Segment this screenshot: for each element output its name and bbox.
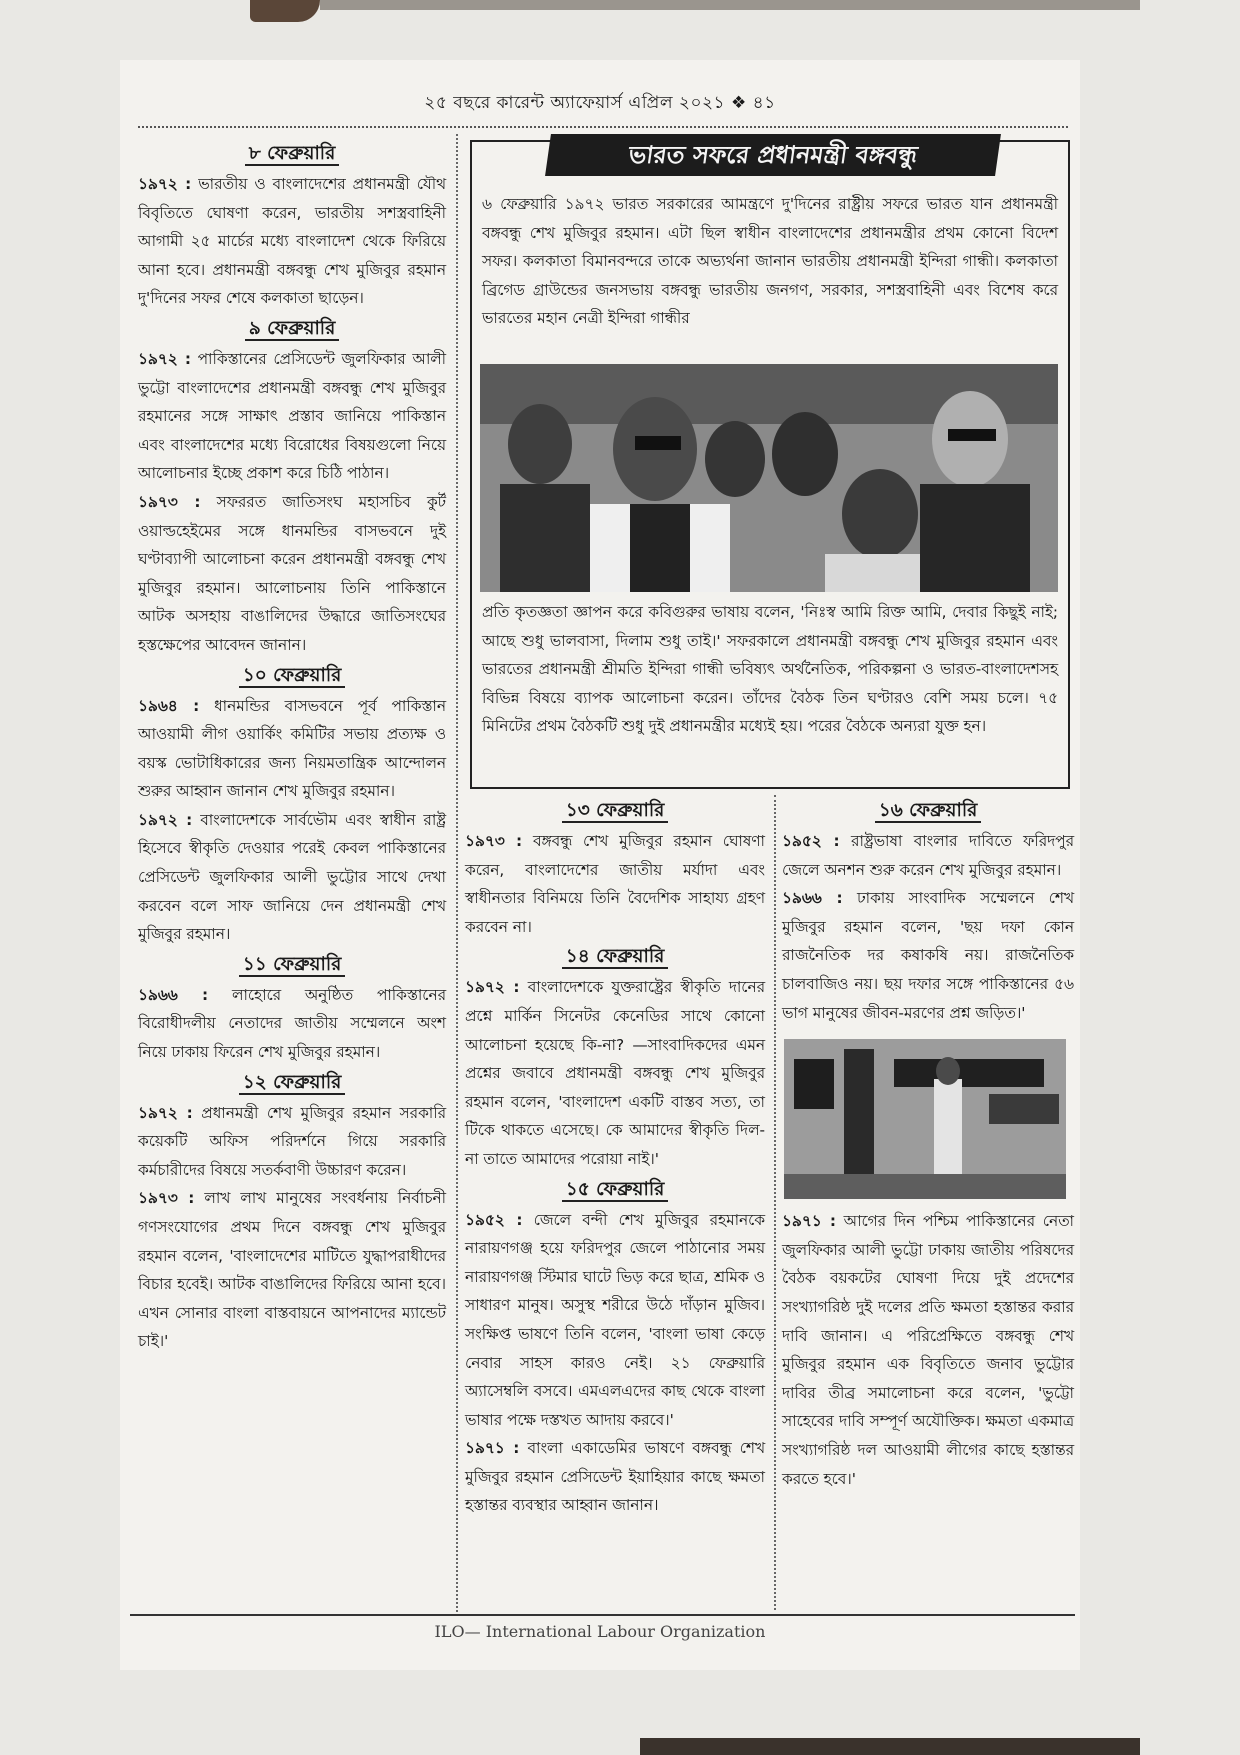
entry: ১৯৭৩ : লাখ লাখ মানুষের সংবর্ধনায় নির্বাচনী গণসংযোগের প্রথম দিনে বঙ্গবন্ধু শেখ মুজিবুর রহমান বলেন, 'বাংলাদেশের মাটিতে যুদ্ধাপরাধীদের বিচার হবেই। আটক বাঙালিদের ফিরিয়ে আনা হবে। এখন সোনার বাংলা বাস্তবায়নে আপনাদের ম্যান্ডেট চাই।' [138,1189,446,1351]
date-heading: ১১ ফেব্রুয়ারি [138,949,446,981]
right-column [782,795,1074,1493]
date-heading: ৮ ফেব্রুয়ারি [138,138,446,170]
rally-photo-illustration [784,1039,1066,1199]
left-column [138,138,446,1356]
running-header: ২৫ বছরে কারেন্ট অ্যাফেয়ার্স এপ্রিল ২০২১ ❖ ৪১ [424,93,776,113]
entry: ১৯৫২ : জেলে বন্দী শেখ মুজিবুর রহমানকে নারায়ণগঞ্জ হয়ে ফরিদপুর জেলে পাঠানোর সময় নারায়ণগঞ্জ স্টিমার ঘাটে ভিড় করে ছাত্র, শ্রমিক ও সাধারণ মানুষ। অসুস্থ শরীরে উঠে দাঁড়ান মুজিব। সংক্ষিপ্ত ভাষণে তিনি বলেন, 'বাংলা ভাষা কেড়ে নেবার সাহস কারও নেই। ২১ ফেব্রুয়ারি অ্যাসেম্বলি বসবে। এমএলএদের কাছ থেকে বাংলা ভাষার পক্ষে দস্তখত আদায় করবে।' [465,1210,765,1429]
date-heading: ১৩ ফেব্রুয়ারি [465,795,765,827]
newspaper-page [120,60,1080,1670]
entry: ১৯৬৬ : লাহোরে অনুষ্ঠিত পাকিস্তানের বিরোধীদলীয় নেতাদের জাতীয় সম্মেলনে অংশ নিয়ে ঢাকায় ফিরেন শেখ মুজিবুর রহমান। [138,985,446,1062]
date-heading: ১৪ ফেব্রুয়ারি [465,941,765,973]
entry: ১৯৫২ : রাষ্ট্রভাষা বাংলার দাবিতে ফরিদপুর জেলে অনশন শুরু করেন শেখ মুজিবুর রহমান। [782,832,1074,879]
entry: ১৯৭১ : বাংলা একাডেমির ভাষণে বঙ্গবন্ধু শেখ মুজিবুর রহমান প্রেসিডেন্ট ইয়াহিয়ার কাছে ক্ষমতা হস্তান্তর ব্যবস্থার আহ্বান জানান। [465,1439,765,1515]
feature-text-continued: প্রতি কৃতজ্ঞতা জ্ঞাপন করে কবিগুরুর ভাষায় বলেন, 'নিঃস্ব আমি রিক্ত আমি, দেবার কিছুই নাই; আছে শুধু ভালবাসা, দিলাম শুধু তাই।' সফরকালে প্রধানমন্ত্রী বঙ্গবন্ধু শেখ মুজিবুর রহমান এবং ভারতের প্রধানমন্ত্রী শ্রীমতি ইন্দিরা গান্ধী ভবিষ্যৎ অর্থনৈতিক, পরিকল্পনা ও ভারত-বাংলাদেশসহ বিভিন্ন বিষয়ে ব্যাপক আলোচনা করেন। তাঁদের বৈঠক তিন ঘণ্টারও বেশি সময় চলে। ৭৫ মিনিটের প্রথম বৈঠকটি শুধু দুই প্রধানমন্ত্রীর মধ্যেই হয়। পরের বৈঠকে অন্যরা যুক্ত হন। [482,603,1058,736]
date-heading: ৯ ফেব্রুয়ারি [138,313,446,345]
feature-photo [480,364,1058,592]
column-divider [774,795,776,1610]
entry: ১৯৭২ : পাকিস্তানের প্রেসিডেন্ট জুলফিকার আলী ভুট্টো বাংলাদেশের প্রধানমন্ত্রী বঙ্গবন্ধু শেখ মুজিবুর রহমানের সঙ্গে সাক্ষাৎ প্রস্তাব জানিয়ে পাকিস্তান এবং বাংলাদেশের মধ্যে বিরোধের বিষয়গুলো নিয়ে আলোচনার ইচ্ছে প্রকাশ করে চিঠি পাঠান। [138,349,446,483]
page-edge [320,0,1140,10]
middle-column [465,795,765,1520]
entry: ১৯৭৩ : সফররত জাতিসংঘ মহাসচিব কুর্ট ওয়াল্ডহেইমের সঙ্গে ধানমন্ডির বাসভবনে দুই ঘণ্টাব্যাপী আলোচনা করেন প্রধানমন্ত্রী বঙ্গবন্ধু শেখ মুজিবুর রহমান। আলোচনায় তিনি পাকিস্তানে আটক অসহায় বাঙালিদের উদ্ধারে জাতিসংঘের হস্তক্ষেপের আবেদন জানান। [138,492,446,654]
entry: ১৯৭২ : ভারতীয় ও বাংলাদেশের প্রধানমন্ত্রী যৌথ বিবৃতিতে ঘোষণা করেন, ভারতীয় সশস্ত্রবাহিনী আগামী ২৫ মার্চের মধ্যে বাংলাদেশ থেকে ফিরিয়ে আনা হবে। প্রধানমন্ত্রী বঙ্গবন্ধু শেখ মুজিবুর রহমান দু'দিনের সফর শেষে কলকাতা ছাড়েন। [138,175,446,308]
page-edge-shadow [250,0,320,22]
date-heading: ১৫ ফেব্রুয়ারি [465,1174,765,1206]
footer-divider [130,1614,1075,1616]
leaders-photo-illustration [480,364,1058,592]
feature-box [470,140,1070,789]
entry: ১৯৭২ : বাংলাদেশকে সার্বভৌম এবং স্বাধীন রাষ্ট্র হিসেবে স্বীকৃতি দেওয়ার পরেই কেবল পাকিস্তানের প্রেসিডেন্ট জুলফিকার আলী ভুট্টোর সাথে দেখা করবেন বলে সাফ জানিয়ে দেন প্রধানমন্ত্রী শেখ মুজিবুর রহমান। [138,810,447,944]
entry: ১৯৭২ : প্রধানমন্ত্রী শেখ মুজিবুর রহমান সরকারি কয়েকটি অফিস পরিদর্শনে গিয়ে সরকারি কর্মচারীদের বিষয়ে সতর্কবাণী উচ্চারণ করেন। [138,1103,447,1179]
date-heading: ১২ ফেব্রুয়ারি [138,1067,446,1099]
date-heading: ১৬ ফেব্রুয়ারি [782,795,1074,827]
rally-photo [784,1039,1066,1199]
page-edge-bottom [640,1738,1140,1755]
entry: ১৯৭৩ : বঙ্গবন্ধু শেখ মুজিবুর রহমান ঘোষণা করেন, বাংলাদেশের জাতীয় মর্যাদা এবং স্বাধীনতার বিনিময়ে তিনি বৈদেশিক সাহায্য গ্রহণ করবেন না। [465,832,765,936]
date-heading: ১০ ফেব্রুয়ারি [138,660,446,692]
header-divider [138,126,1068,128]
entry: ১৯৭২ : বাংলাদেশকে যুক্তরাষ্ট্রের স্বীকৃতি দানের প্রশ্নে মার্কিন সিনেটর কেনেডির সাথে কোনো আলোচনা হয়েছে কি-না? —সাংবাদিকদের এমন প্রশ্নের জবাবে প্রধানমন্ত্রী বঙ্গবন্ধু শেখ মুজিবুর রহমান বলেন, 'বাংলাদেশ একটি বাস্তব সত্য, তা টিকে থাকতে এসেছে। কে আমাদের স্বীকৃতি দিল-না তাতে আমাদের পরোয়া নাই।' [465,978,766,1168]
footer-text: ILO— International Labour Organization [434,1622,766,1641]
feature-title: ভারত সফরে প্রধানমন্ত্রী বঙ্গবন্ধু [545,134,1001,176]
entry: ১৯৭১ : আগের দিন পশ্চিম পাকিস্তানের নেতা জুলফিকার আলী ভুট্টো ঢাকায় জাতীয় পরিষদের বৈঠক বয়কটের ঘোষণা দিয়ে দুই প্রদেশের সংখ্যাগরিষ্ঠ দুই দলের প্রতি ক্ষমতা হস্তান্তর করার দাবি জানান। এ পরিপ্রেক্ষিতে বঙ্গবন্ধু শেখ মুজিবুর রহমান এক বিবৃতিতে জনাব ভুট্টোর দাবির তীব্র সমালোচনা করে বলেন, 'ভুট্টো সাহেবের দাবি সম্পূর্ণ অযৌক্তিক। ক্ষমতা একমাত্র সংখ্যাগরিষ্ঠ দল আওয়ামী লীগের কাছে হস্তান্তর করতে হবে।' [782,1212,1074,1488]
feature-text-intro: ৬ ফেব্রুয়ারি ১৯৭২ ভারত সরকারের আমন্ত্রণে দু'দিনের রাষ্ট্রীয় সফরে ভারত যান প্রধানমন্ত্রী বঙ্গবন্ধু শেখ মুজিবুর রহমান। এটা ছিল স্বাধীন বাংলাদেশের প্রধানমন্ত্রীর প্রথম কোনো বিদেশ সফর। কলকাতা বিমানবন্দরে তাকে অভ্যর্থনা জানান ভারতীয় প্রধানমন্ত্রী ইন্দিরা গান্ধী। কলকাতা ব্রিগেড গ্রাউন্ডের জনসভায় বঙ্গবন্ধু ভারতীয় জনগণ, সরকার, সশস্ত্রবাহিনী এবং বিশেষ করে ভারতের মহান নেত্রী ইন্দিরা গান্ধীর [482,195,1058,328]
entry: ১৯৬৬ : ঢাকায় সাংবাদিক সম্মেলনে শেখ মুজিবুর রহমান বলেন, 'ছয় দফা কোন রাজনৈতিক দর কষাকষি নয়। রাজনৈতিক চালবাজিও নয়। ছয় দফার সঙ্গে পাকিস্তানের ৫৬ ভাগ মানুষের জীবন-মরণের প্রশ্ন জড়িত।' [782,889,1074,1022]
entry: ১৯৬৪ : ধানমন্ডির বাসভবনে পূর্ব পাকিস্তান আওয়ামী লীগ ওয়ার্কিং কমিটির সভায় প্রত্যক্ষ ও বয়স্ক ভোটাধিকারের জন্য নিয়মতান্ত্রিক আন্দোলন শুরুর আহ্বান জানান শেখ মুজিবুর রহমান। [138,696,446,801]
column-divider [456,134,458,1612]
